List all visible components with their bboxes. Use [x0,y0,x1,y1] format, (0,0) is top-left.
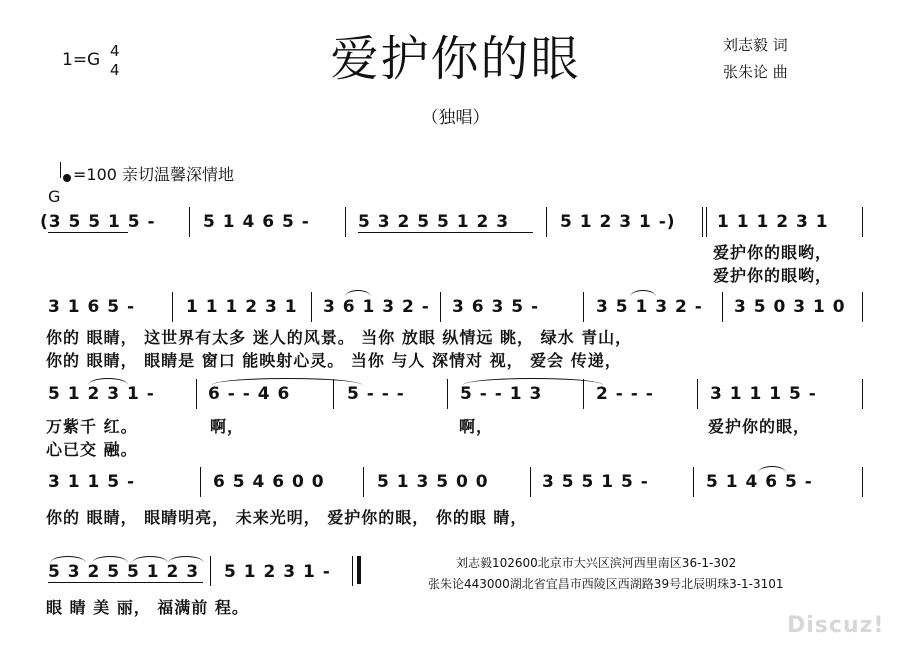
address-lyricist: 刘志毅102600北京市大兴区滨河西里南区36-1-302 [456,556,737,570]
lyrics-r4-verse1: 你的 眼睛， 眼睛明亮， 未来光明， 爱护你的眼， 你的眼 睛， [46,508,528,527]
address-composer: 张朱论443000湖北省宜昌市西陵区西湖路39号北辰明珠3-1-3101 [428,577,784,591]
barline [702,207,703,237]
contact-addresses [428,553,784,595]
barline [440,292,441,322]
subtitle: （独唱） [421,108,490,128]
barline [311,292,312,322]
barline [363,467,364,497]
measure-r3-5: 2 - - - [596,384,654,404]
lyrics-r1-verse1: 爱护你的眼哟， [713,243,833,262]
barline [200,467,201,497]
measure-r2-1: 3 1 6 5 - [48,297,136,317]
measure-r3-1: 5 1 2 3 1 - [48,384,155,404]
slur [50,556,86,563]
tie [212,378,362,385]
barline [862,207,863,237]
lyrics-r3-ah2: 啊， [459,417,494,436]
time-signature-top: 4 [110,42,120,60]
measure-r3-2: 6 - - 4 6 [208,384,291,404]
barline [196,379,197,409]
lyrics-r3-refrain: 爱护你的眼， [708,417,811,436]
barline [345,207,346,237]
measure-r3-6: 3 1 1 1 5 - [710,384,817,404]
measure-r5-1: 5 3 2 5 5 1 2 3 [48,562,200,582]
barline [172,292,173,322]
measure-r3-4: 5 - - 1 3 [460,384,543,404]
measure-r1-1: (3 5 5 1 5 - [40,212,156,232]
measure-r2-2: 1 1 1 2 3 1 [186,297,298,317]
composer: 张朱论 曲 [723,63,788,81]
measure-r1-4: 5 1 2 3 1 -) [560,212,676,232]
barline [862,292,863,322]
final-barline-thick [357,556,361,584]
tempo-marking [60,162,234,185]
tempo-text: =100 亲切温馨深情地 [73,165,235,184]
measure-r2-4: 3 6 3 5 - [452,297,540,317]
barline [210,556,211,586]
measure-r3-3: 5 - - - [347,384,405,404]
underline [48,232,128,233]
underline [48,582,203,583]
barline [706,207,707,237]
underline [358,232,533,233]
measure-r4-2: 6 5 4 6 0 0 [213,472,325,492]
lyrics-r2-verse1: 你的 眼睛， 这世界有太多 迷人的风景。 当你 放眼 纵情远 眺， 绿水 青山， [46,328,633,347]
slur [132,556,168,563]
lyrics-r3-verse2: 心已交 融。 [46,440,138,459]
tie [463,378,603,385]
measure-r1-3: 5 3 2 5 5 1 2 3 [358,212,510,232]
note-stem-icon [60,162,61,178]
measure-r5-2: 5 1 2 3 1 - [224,562,331,582]
chord-symbol: G [48,187,61,206]
measure-r4-1: 3 1 1 5 - [48,472,136,492]
lyricist: 刘志毅 词 [723,36,788,54]
measure-r4-5: 5 1 4 6 5 - [706,472,813,492]
barline [697,379,698,409]
measure-r2-3: 3 6 1 3 2 - [323,297,430,317]
measure-r2-5: 3 5 1 3 2 - [596,297,703,317]
slur [88,378,128,385]
barline [447,379,448,409]
barline [546,207,547,237]
measure-r1-5: 1 1 1 2 3 1 [717,212,829,232]
barline [189,207,190,237]
quarter-note-icon [63,174,71,182]
barline [530,467,531,497]
barline [862,467,863,497]
lyrics-r3-verse1: 万紫千 红。 [46,417,138,436]
key-signature: 1=G [62,50,101,70]
barline [722,292,723,322]
slur [630,290,656,297]
measure-r1-2: 5 1 4 6 5 - [203,212,310,232]
slur [168,556,204,563]
song-title: 爱护你的眼 [330,31,581,87]
slur [345,290,371,297]
lyrics-r5-verse1: 眼 睛 美 丽， 福满前 程。 [46,598,249,617]
barline [693,467,694,497]
barline [862,379,863,409]
lyrics-r1-verse2: 爱护你的眼哟， [713,266,833,285]
watermark-logo: Discuz! [787,613,885,638]
lyrics-r2-verse2: 你的 眼睛， 眼睛是 窗口 能映射心灵。 当你 与人 深情对 视， 爱会 传递， [46,351,622,370]
measure-r2-6: 3 5 0 3 1 0 [734,297,846,317]
barline [583,292,584,322]
slur [92,556,128,563]
final-barline-thin [352,556,353,586]
credits [723,32,788,86]
measure-r4-3: 5 1 3 5 0 0 [377,472,489,492]
time-signature-bottom: 4 [110,61,120,79]
measure-r4-4: 3 5 5 1 5 - [542,472,649,492]
lyrics-r3-ah1: 啊， [210,417,245,436]
time-signature [110,42,120,80]
slur [758,466,786,473]
